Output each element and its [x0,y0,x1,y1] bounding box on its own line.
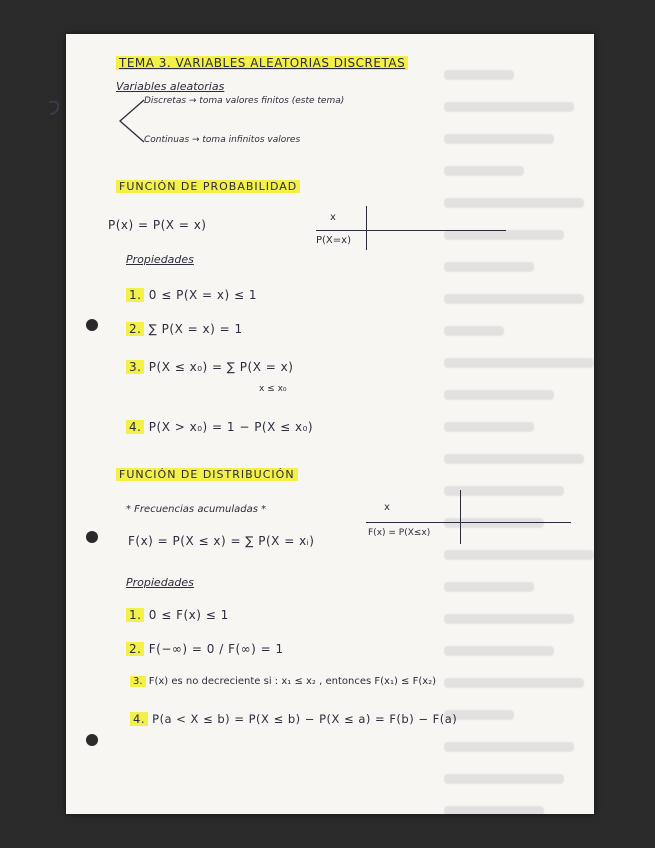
property-item [126,420,313,434]
table-row-label: x [384,502,390,513]
probability-definition: P(x) = P(X = x) [108,218,207,232]
property-text: P(a < X ≤ b) = P(X ≤ b) − P(X ≤ a) = F(b) − F(a) [152,712,458,726]
props-heading: Propiedades [126,576,194,589]
property-item [126,322,243,336]
probability-table [316,206,516,252]
notebook-page [66,34,594,814]
property-number: 1. [126,288,144,302]
property-text: P(X > x₀) = 1 − P(X ≤ x₀) [148,420,314,434]
punch-hole [86,531,98,543]
distribution-note: * Frecuencias acumuladas * [126,504,267,515]
property-text: F(−∞) = 0 / F(∞) = 1 [148,642,284,656]
props-heading: Propiedades [126,253,194,266]
property-text: 0 ≤ P(X = x) ≤ 1 [148,288,258,302]
property-number: 4. [126,420,144,434]
table-vline [366,206,367,250]
property-number: 2. [126,322,144,336]
property-text: P(X ≤ x₀) = ∑ P(X = x) [148,360,294,374]
property-number: 3. [130,676,146,687]
property-text: ∑ P(X = x) = 1 [148,322,243,336]
table-vline [460,490,461,544]
property-number: 3. [126,360,144,374]
page-title: TEMA 3. VARIABLES ALEATORIAS DISCRETAS [116,56,408,70]
punch-hole [86,734,98,746]
property-item [130,712,457,726]
intro-discrete: Discretas → toma valores finitos (este tema) [144,96,345,106]
punch-hole [86,319,98,331]
property-number: 2. [126,642,144,656]
property-text: 0 ≤ F(x) ≤ 1 [148,608,229,622]
intro-heading: Variables aleatorias [116,80,225,93]
intro-continuous: Continuas → toma infinitos valores [144,135,301,145]
branch-brace-icon [116,96,146,146]
sum-subscript: x ≤ x₀ [259,384,287,394]
property-text: F(x) es no decreciente si : x₁ ≤ x₂ , entonces F(x₁) ≤ F(x₂) [148,676,437,687]
property-item [126,608,229,622]
distribution-table [366,490,576,546]
table-row-label: P(X=x) [316,235,351,246]
property-item [126,642,284,656]
section-heading-distribution: FUNCIÓN DE DISTRIBUCIÓN [116,468,298,481]
table-row-label: F(x) = P(X≤x) [368,528,431,538]
distribution-definition: F(x) = P(X ≤ x) = ∑ P(X = xᵢ) [128,534,315,548]
property-item [126,360,293,374]
property-item [130,676,436,687]
property-number: 4. [130,712,148,726]
property-number: 1. [126,608,144,622]
table-hline [366,522,571,523]
table-row-label: x [330,212,336,223]
section-heading-probability: FUNCIÓN DE PROBABILIDAD [116,180,300,193]
table-hline [316,230,506,231]
property-item [126,288,257,302]
margin-mark-icon [46,98,66,118]
show-through-ghost [434,48,594,808]
